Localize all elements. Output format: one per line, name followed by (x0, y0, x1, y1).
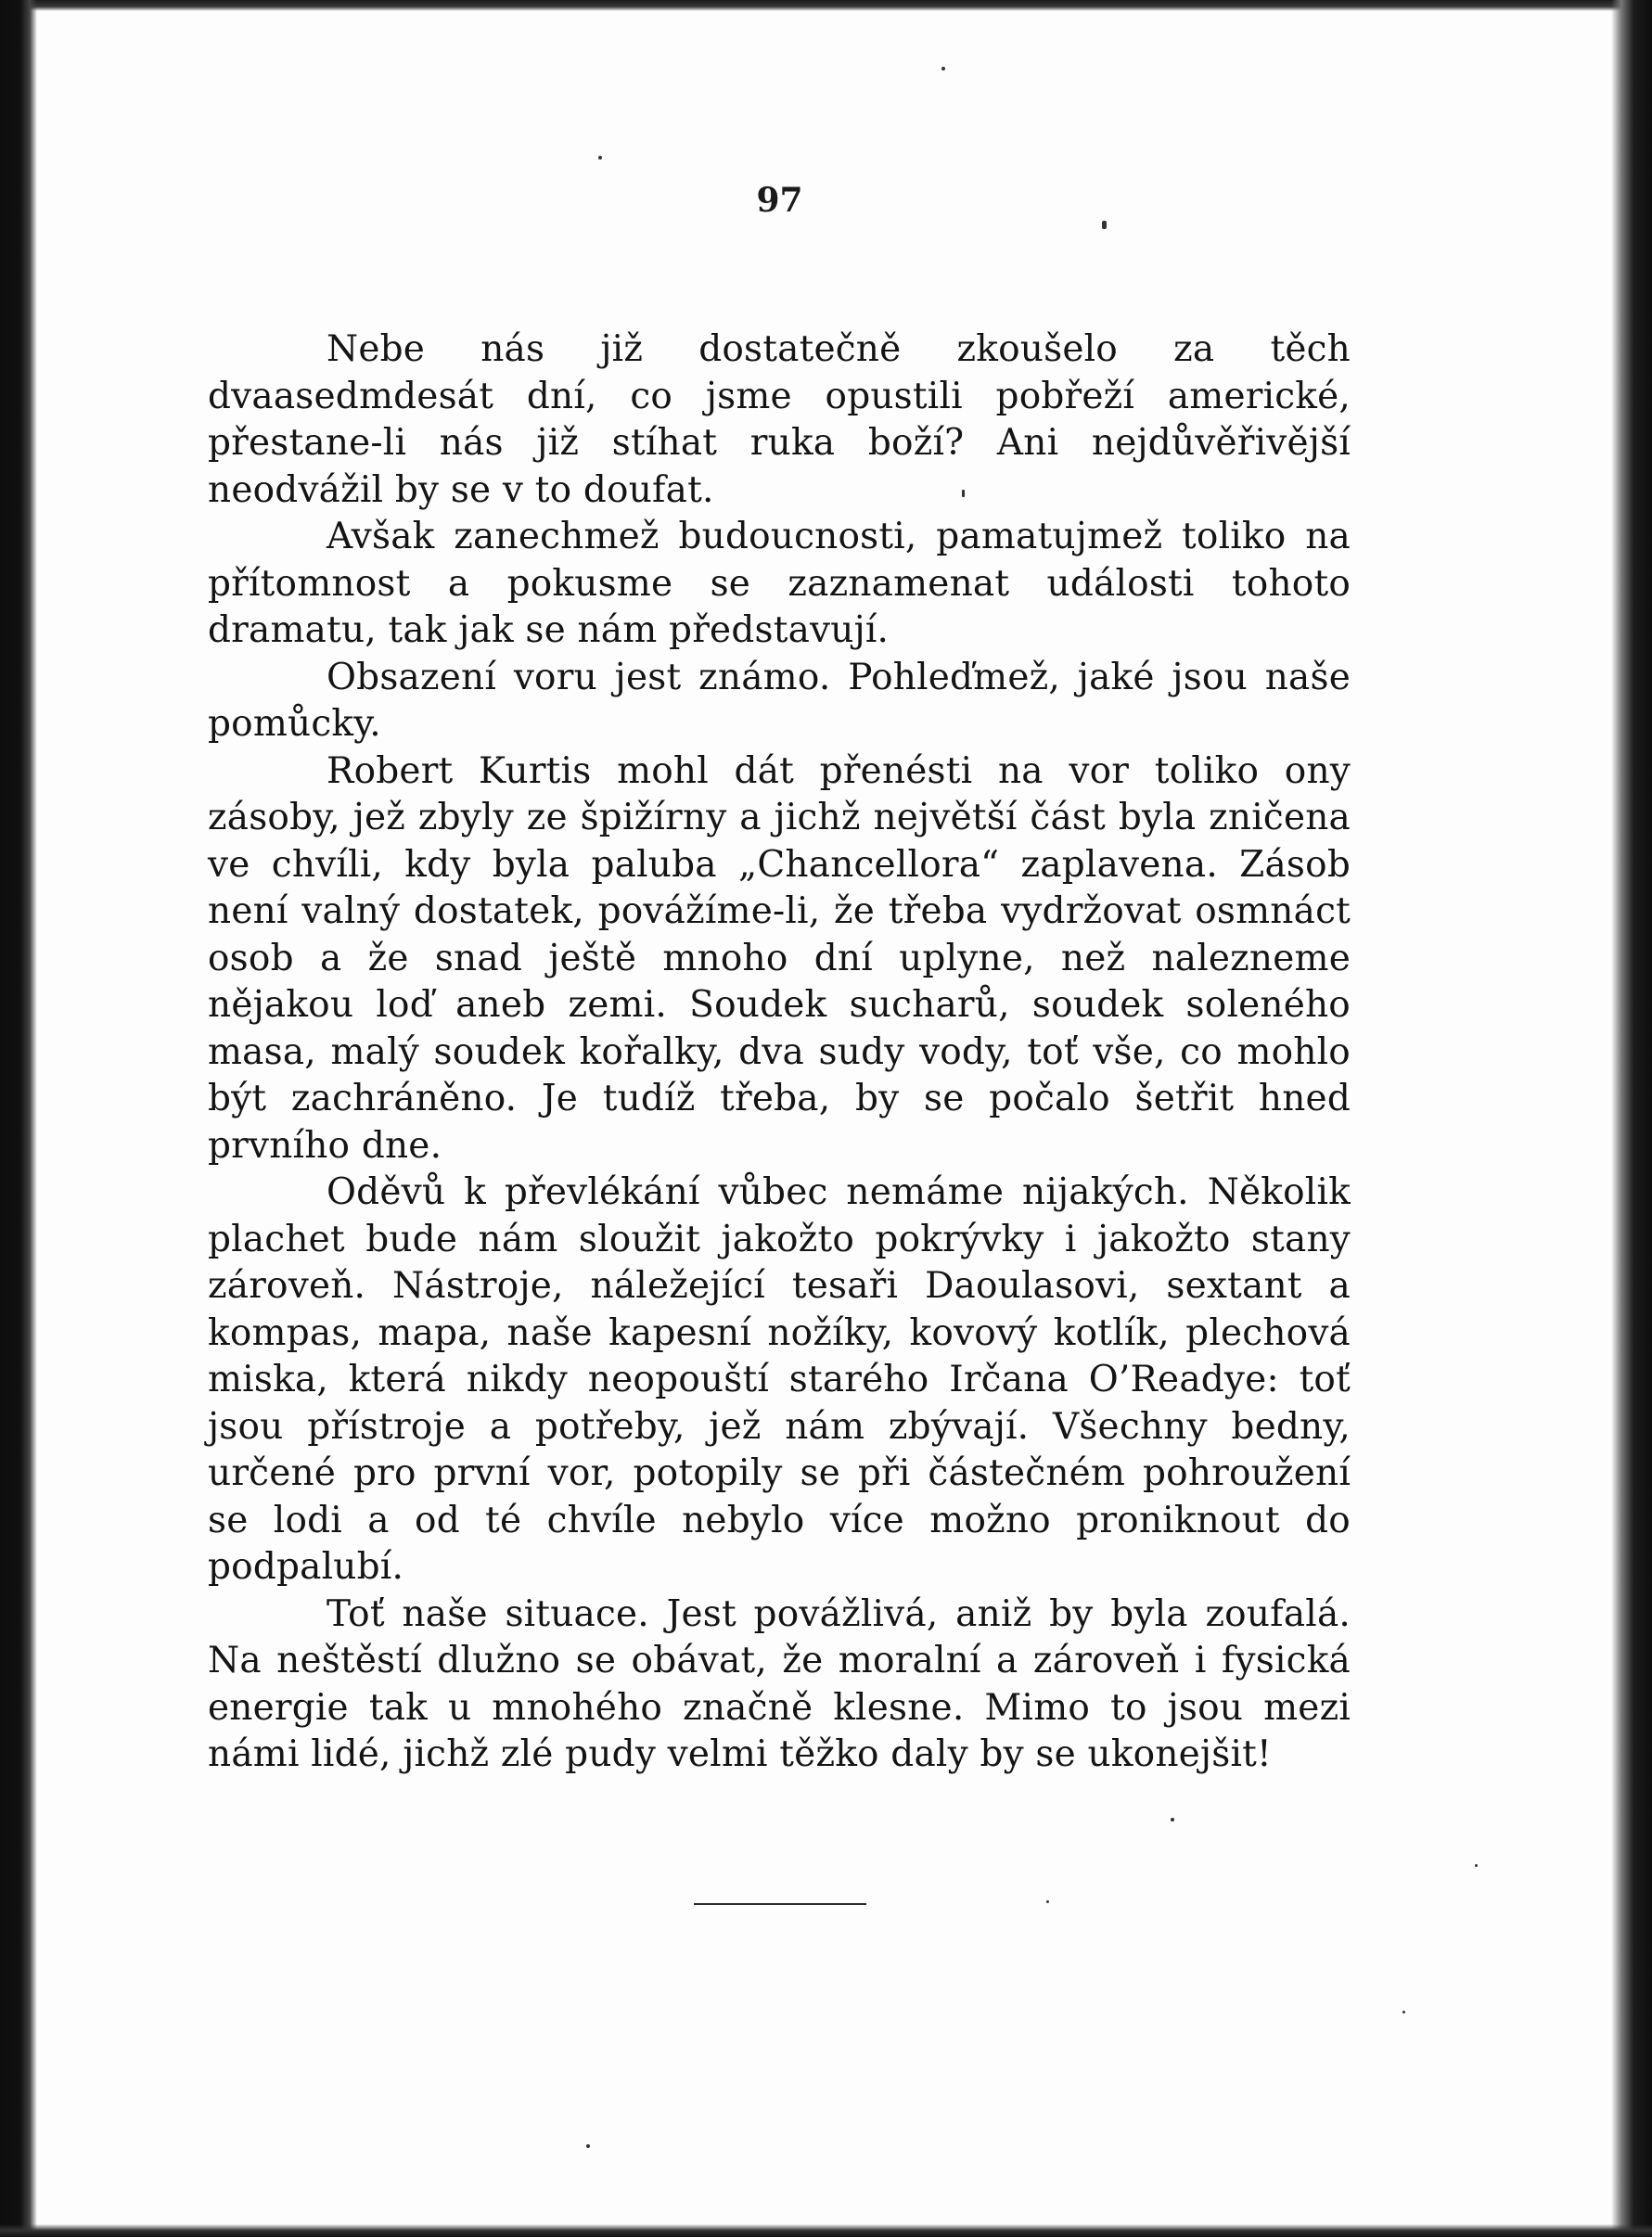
scan-speck (962, 490, 965, 497)
scan-speck (941, 67, 945, 70)
scan-border-top (0, 0, 1652, 11)
scan-border-right (1611, 0, 1652, 2237)
page-number: 97 (756, 181, 803, 220)
scan-speck (598, 156, 602, 160)
scan-speck (586, 2144, 590, 2148)
paragraph: Oděvů k převlékání vůbec nemáme nijakých. Několik plachet bude nám sloužit jakožto pokrývky i jakožto stany zároveň. Nástroje, náležející tesaři Daoulasovi, sextant a kompas, mapa, naše kapesní nožíky, kovový kotlík, plechová miska, která nikdy neopouští starého Irčana O’Readye: toť jsou přístroje a potřeby, jež nám zbývají. Všechny bedny, určené pro první vor, potopily se při částečném pohroužení se lodi a od té chvíle nebylo více možno proniknout do podpalubí. (208, 1171, 1351, 1588)
paragraph: Avšak zanechmež budoucnosti, pamatujmež toliko na přítomnost a pokusme se zaznamenat události tohoto dramatu, tak jak se nám představují. (208, 516, 1351, 651)
scan-border-bottom (0, 2224, 1652, 2237)
scan-speck (1046, 1900, 1049, 1903)
paragraph: Obsazení voru jest známo. Pohleďmež, jaké jsou naše pomůcky. (208, 656, 1351, 745)
scan-speck (1171, 1818, 1174, 1822)
scan-speck (1475, 1864, 1478, 1867)
scan-speck (1402, 2011, 1405, 2013)
scan-border-left (0, 0, 37, 2237)
paragraph: Toť naše situace. Jest povážlivá, aniž by byla zoufalá. Na neštěstí dlužno se obávat, že moralní a zároveň i fysická energie tak u mnohého značně klesne. Mimo to jsou mezi námi lidé, jichž zlé pudy velmi těžko daly by se ukonejšit! (208, 1592, 1351, 1775)
paragraph: Nebe nás již dostatečně zkoušelo za těch dvaasedmdesát dní, co jsme opustili pobřeží americké, přestane-li nás již stíhat ruka boží? Ani nejdůvěřivější neodvážil by se v to doufat. (208, 328, 1351, 511)
end-rule (694, 1903, 866, 1905)
scan-speck (1102, 221, 1107, 229)
body-text (208, 326, 1351, 1779)
paragraph: Robert Kurtis mohl dát přenésti na vor toliko ony zásoby, jež zbyly ze špižírny a jichž největší část byla zničena ve chvíli, kdy byla paluba „Chancellora“ zaplavena. Zásob není valný dostatek, povážíme-li, že třeba vydržovat osmnáct osob a že snad ještě mnoho dní uplyne, než nalezneme nějakou loď aneb zemi. Soudek sucharů, soudek soleného masa, malý soudek kořalky, dva sudy vody, toť vše, co mohlo být zachráněno. Je tudíž třeba, by se počalo šetřit hned prvního dne. (208, 749, 1351, 1167)
